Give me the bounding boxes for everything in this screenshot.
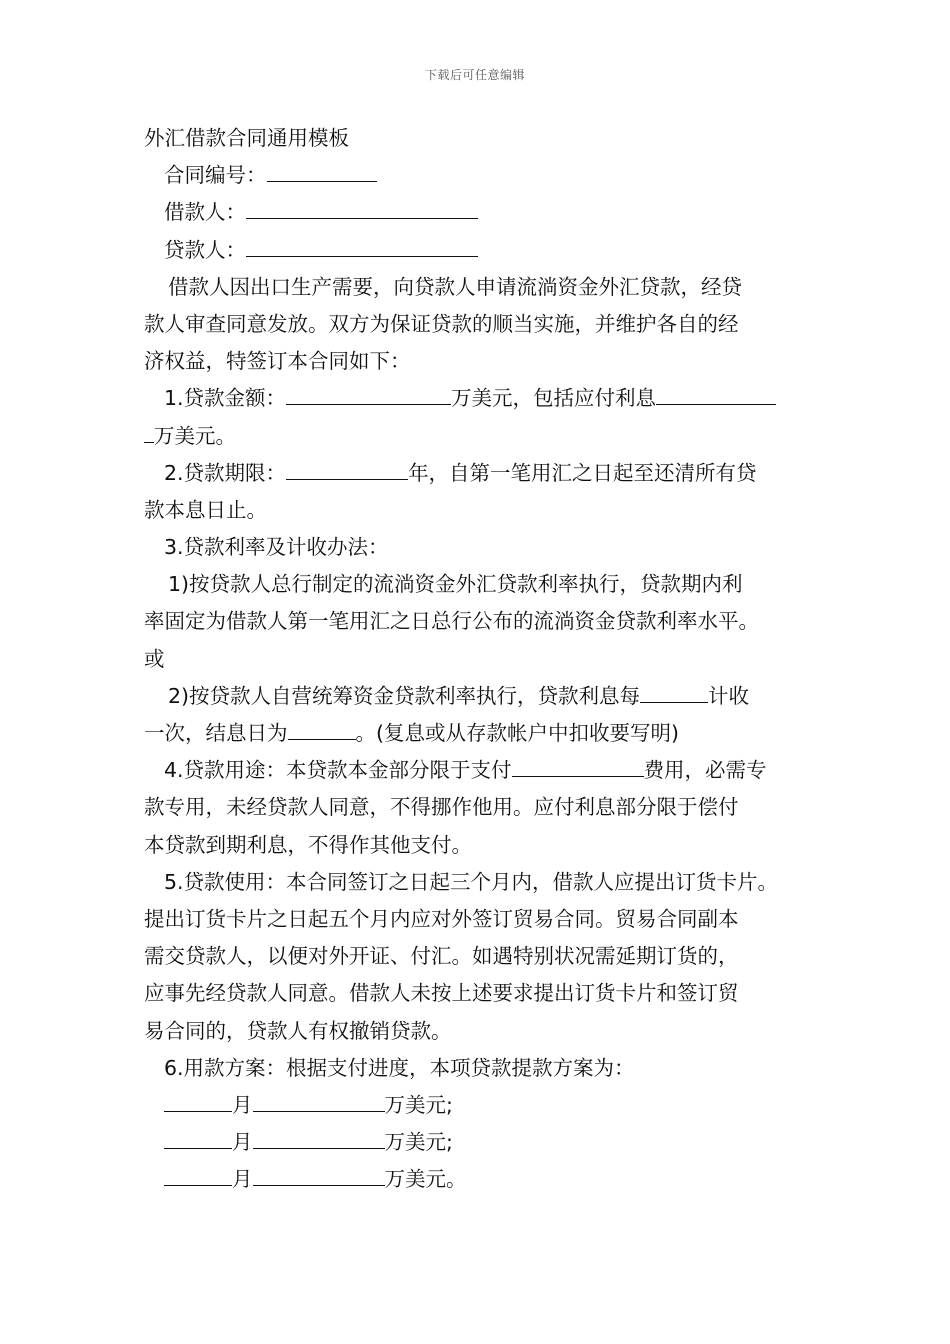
clause-5-line-1: 5.贷款使用：本合同签订之日起三个月内，借款人应提出订货卡片。 xyxy=(164,869,779,894)
interest-period-blank[interactable] xyxy=(640,680,708,703)
lender-line xyxy=(144,232,814,269)
drawdown-unit: 万美元; xyxy=(384,1130,453,1155)
clause-4-prefix: 4.贷款用途：本贷款本金部分限于支付 xyxy=(164,758,512,783)
interest-amount-blank[interactable] xyxy=(656,382,776,405)
borrower-blank[interactable] xyxy=(246,196,478,219)
contract-number-line xyxy=(144,157,814,194)
clause-1-prefix: 1.贷款金额： xyxy=(164,386,287,411)
drawdown-row xyxy=(144,1124,814,1161)
clause-4-line-3: 本贷款到期利息，不得作其他支付。 xyxy=(144,832,472,857)
clause-5-line-4: 应事先经贷款人同意。借款人未按上述要求提出订货卡片和签订贸 xyxy=(144,981,739,1006)
drawdown-unit: 万美元; xyxy=(384,1092,453,1117)
clause-3-option-2-suffix: 计收 xyxy=(708,683,750,708)
clause-3-option-1-line-1: 1)按贷款人总行制定的流淌资金外汇贷款利率执行，贷款期内利 xyxy=(168,572,743,597)
settlement-date-blank[interactable] xyxy=(288,717,356,740)
clause-2-line-2: 款本息日止。 xyxy=(144,497,267,522)
month-label: 月 xyxy=(232,1167,253,1192)
drawdown-amount-blank[interactable] xyxy=(253,1163,385,1186)
contract-number-blank[interactable] xyxy=(267,159,377,182)
clause-3-or: 或 xyxy=(144,646,165,671)
clause-3-title: 3.贷款利率及计收办法： xyxy=(164,535,389,560)
clause-3-option-2-line-2 xyxy=(144,715,814,752)
clause-5-line-2: 提出订货卡片之日起五个月内应对外签订贸易合同。贸易合同副本 xyxy=(144,906,739,931)
clause-6-title: 6.用款方案：根据支付进度，本项贷款提款方案为： xyxy=(164,1055,635,1080)
clause-1-line-1 xyxy=(144,380,814,417)
clause-3-option-2-note: 。(复息或从存款帐户中扣收要写明) xyxy=(355,721,679,745)
borrower-line xyxy=(144,194,814,231)
clause-1-end: 万美元。 xyxy=(154,423,236,448)
intro-line-1: 借款人因出口生产需要，向贷款人申请流淌资金外汇贷款，经贷 xyxy=(168,274,742,299)
lender-label: 贷款人： xyxy=(164,237,246,262)
drawdown-unit: 万美元。 xyxy=(384,1167,467,1192)
clause-3-option-2-line-1 xyxy=(144,678,814,715)
interest-amount-blank-cont[interactable] xyxy=(144,420,154,443)
drawdown-month-blank[interactable] xyxy=(164,1089,232,1112)
drawdown-month-blank[interactable] xyxy=(164,1126,232,1149)
clause-4-line-2: 款专用，未经贷款人同意，不得挪作他用。应付利息部分限于偿付 xyxy=(144,795,739,820)
header-note: 下载后可任意编辑 xyxy=(424,68,525,82)
purpose-blank[interactable] xyxy=(512,754,644,777)
clause-1-mid: 万美元，包括应付利息 xyxy=(451,386,657,411)
month-label: 月 xyxy=(232,1092,253,1117)
clause-4-line-1 xyxy=(144,752,814,789)
document-title: 外汇借款合同通用模板 xyxy=(144,126,349,150)
settlement-date-label: 一次，结息日为 xyxy=(144,721,288,745)
borrower-label: 借款人： xyxy=(164,200,246,225)
drawdown-row xyxy=(144,1087,814,1124)
clause-5-line-5: 易合同的，贷款人有权撤销贷款。 xyxy=(144,1018,452,1043)
contract-number-label: 合同编号： xyxy=(164,163,267,188)
loan-amount-blank[interactable] xyxy=(286,382,451,405)
drawdown-amount-blank[interactable] xyxy=(253,1126,385,1149)
clause-2-mid: 年，自第一笔用汇之日起至还清所有贷 xyxy=(408,460,757,485)
clause-5-line-3: 需交贷款人，以便对外开证、付汇。如遇特别状况需延期订货的， xyxy=(144,944,739,969)
drawdown-month-blank[interactable] xyxy=(164,1163,232,1186)
clause-2-prefix: 2.贷款期限： xyxy=(164,460,287,485)
drawdown-row xyxy=(144,1161,814,1198)
clause-1-line-2 xyxy=(144,418,814,455)
month-label: 月 xyxy=(232,1130,253,1155)
loan-term-blank[interactable] xyxy=(286,457,408,480)
lender-blank[interactable] xyxy=(246,234,478,257)
clause-4-suffix: 费用，必需专 xyxy=(643,758,767,783)
clause-3-option-1-line-2: 率固定为借款人第一笔用汇之日总行公布的流淌资金贷款利率水平。 xyxy=(144,609,759,634)
intro-line-2: 款人审查同意发放。双方为保证贷款的顺当实施，并维护各自的经 xyxy=(144,311,739,336)
clause-2-line-1 xyxy=(144,455,814,492)
drawdown-amount-blank[interactable] xyxy=(253,1089,385,1112)
contract-body xyxy=(144,120,814,1198)
clause-3-option-2-prefix: 2)按贷款人自营统筹资金贷款利率执行，贷款利息每 xyxy=(168,683,641,708)
intro-line-3: 济权益，特签订本合同如下： xyxy=(144,349,411,374)
